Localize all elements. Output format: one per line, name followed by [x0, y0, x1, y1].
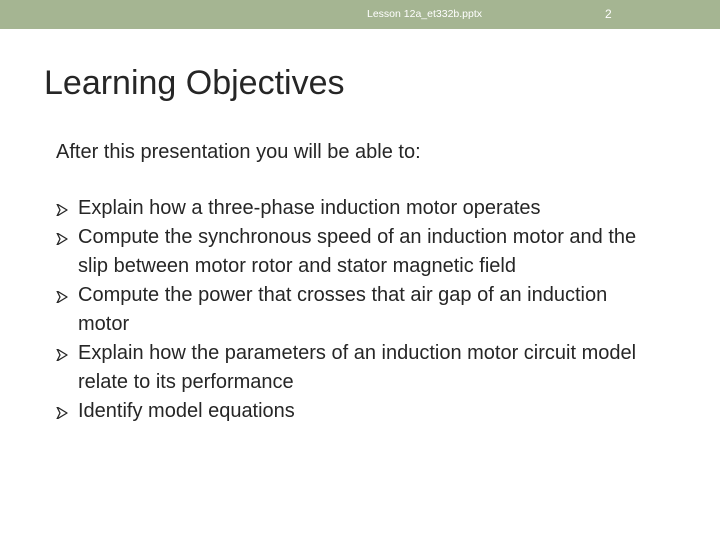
page-number: 2: [605, 7, 612, 21]
arrowhead-bullet-icon: [56, 291, 68, 303]
page-title: Learning Objectives: [44, 64, 345, 102]
objective-item: [56, 194, 656, 223]
objective-text: Explain how the parameters of an induction motor circuit model relate to its performance: [78, 342, 637, 393]
arrowhead-bullet-icon: [56, 204, 68, 216]
objective-item: [56, 339, 656, 397]
objective-text: Compute the power that crosses that air gap of an induction motor: [78, 284, 608, 335]
objective-item: [56, 397, 656, 426]
objective-item: [56, 281, 656, 339]
arrowhead-bullet-icon: [56, 233, 68, 245]
objective-text: Compute the synchronous speed of an induction motor and the slip between motor rotor and stator magnetic field: [78, 226, 637, 277]
header-bar: [0, 0, 720, 29]
objective-text: Explain how a three-phase induction motor operates: [78, 197, 541, 219]
file-name: Lesson 12a_et332b.pptx: [367, 8, 483, 20]
arrowhead-bullet-icon: [56, 349, 68, 361]
arrowhead-bullet-icon: [56, 407, 68, 419]
objectives-list: [56, 194, 656, 426]
objective-text: Identify model equations: [78, 400, 295, 422]
intro-text: After this presentation you will be able to:: [56, 141, 421, 163]
objective-item: [56, 223, 656, 281]
